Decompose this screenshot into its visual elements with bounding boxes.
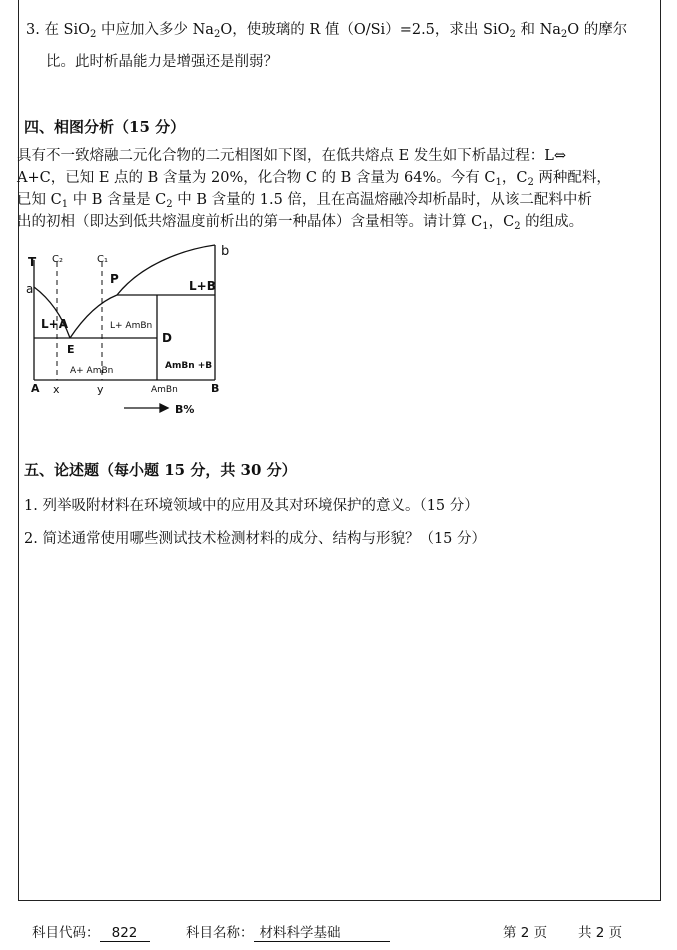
label-c1: C₁	[97, 254, 108, 265]
q3-line1: 3. 在 SiO$_2$ 中应加入多少 $Na_2O$，使玻璃的 R 值（O/Si）=2.5，求出 SiO$_2$ 和 $Na_2O$ 的摩尔	[26, 22, 628, 40]
label-L-plus-B: L+B	[189, 279, 216, 293]
section4-line4: 出的初相（即达到低共熔温度前析出的第一种晶体）含量相等。请计算 $C_1$，$C_2$ 的组成。	[17, 214, 584, 232]
section5-q1: 1. 列举吸附材料在环境领域中的应用及其对环境保护的意义。（15 分）	[24, 498, 479, 514]
q3-line2: 比。此时析晶能力是增强还是削弱？	[46, 54, 278, 70]
section4-line1: 具有不一致熔融二元化合物的二元相图如下图，在低共熔点 E 发生如下析晶过程：L⇔	[17, 148, 567, 164]
footer-code	[32, 921, 150, 942]
section5-q2: 2. 简述通常使用哪些测试技术检测材料的成分、结构与形貌？（15 分）	[24, 531, 487, 547]
label-x: x	[53, 383, 60, 396]
section5-heading: 五、论述题（每小题 15 分，共 30 分）	[24, 461, 297, 479]
label-AmBn: AmBn	[151, 385, 178, 395]
liquidus-E-P	[70, 295, 117, 338]
footer-name-value: 材料科学基础	[254, 921, 390, 942]
label-b-top: b	[221, 244, 230, 259]
label-L-plus-A: L+A	[41, 317, 68, 331]
label-P: P	[110, 272, 119, 286]
section4-line3: 已知 $C_1$ 中 B 含量是 $C_2$ 中 B 含量的 1.5 倍，且在高温熔融冷却析晶时，从该二配料中析	[17, 192, 592, 210]
section4-heading: 四、相图分析（15 分）	[24, 118, 186, 136]
footer-code-value: 822	[100, 925, 150, 942]
label-B-percent: B%	[175, 403, 195, 416]
footer-total: 共 2 页	[578, 925, 623, 941]
footer-name	[186, 921, 390, 942]
label-T: T	[28, 255, 37, 269]
footer-page: 第 2 页	[503, 925, 548, 941]
footer-code-label: 科目代码：	[32, 925, 100, 941]
label-A: A	[31, 382, 40, 395]
label-a: a	[26, 282, 34, 296]
label-y: y	[97, 383, 104, 396]
b-percent-arrowhead	[160, 404, 168, 412]
footer-name-label: 科目名称：	[186, 925, 254, 941]
section4-line2: A+C，已知 E 点的 B 含量为 20%，化合物 C 的 B 含量为 64%。今有 $C_1$，$C_2$ 两种配料，	[17, 170, 611, 188]
label-E: E	[67, 343, 75, 356]
label-c2: C₂	[52, 254, 63, 265]
label-D: D	[162, 331, 172, 345]
label-L-plus-AmBn: L+ AmBn	[110, 321, 153, 331]
label-A-plus-AmBn: A+ AmBn	[70, 366, 114, 376]
label-B: B	[211, 382, 220, 395]
label-AmBn-plus-B: AmBn +B	[165, 361, 213, 371]
